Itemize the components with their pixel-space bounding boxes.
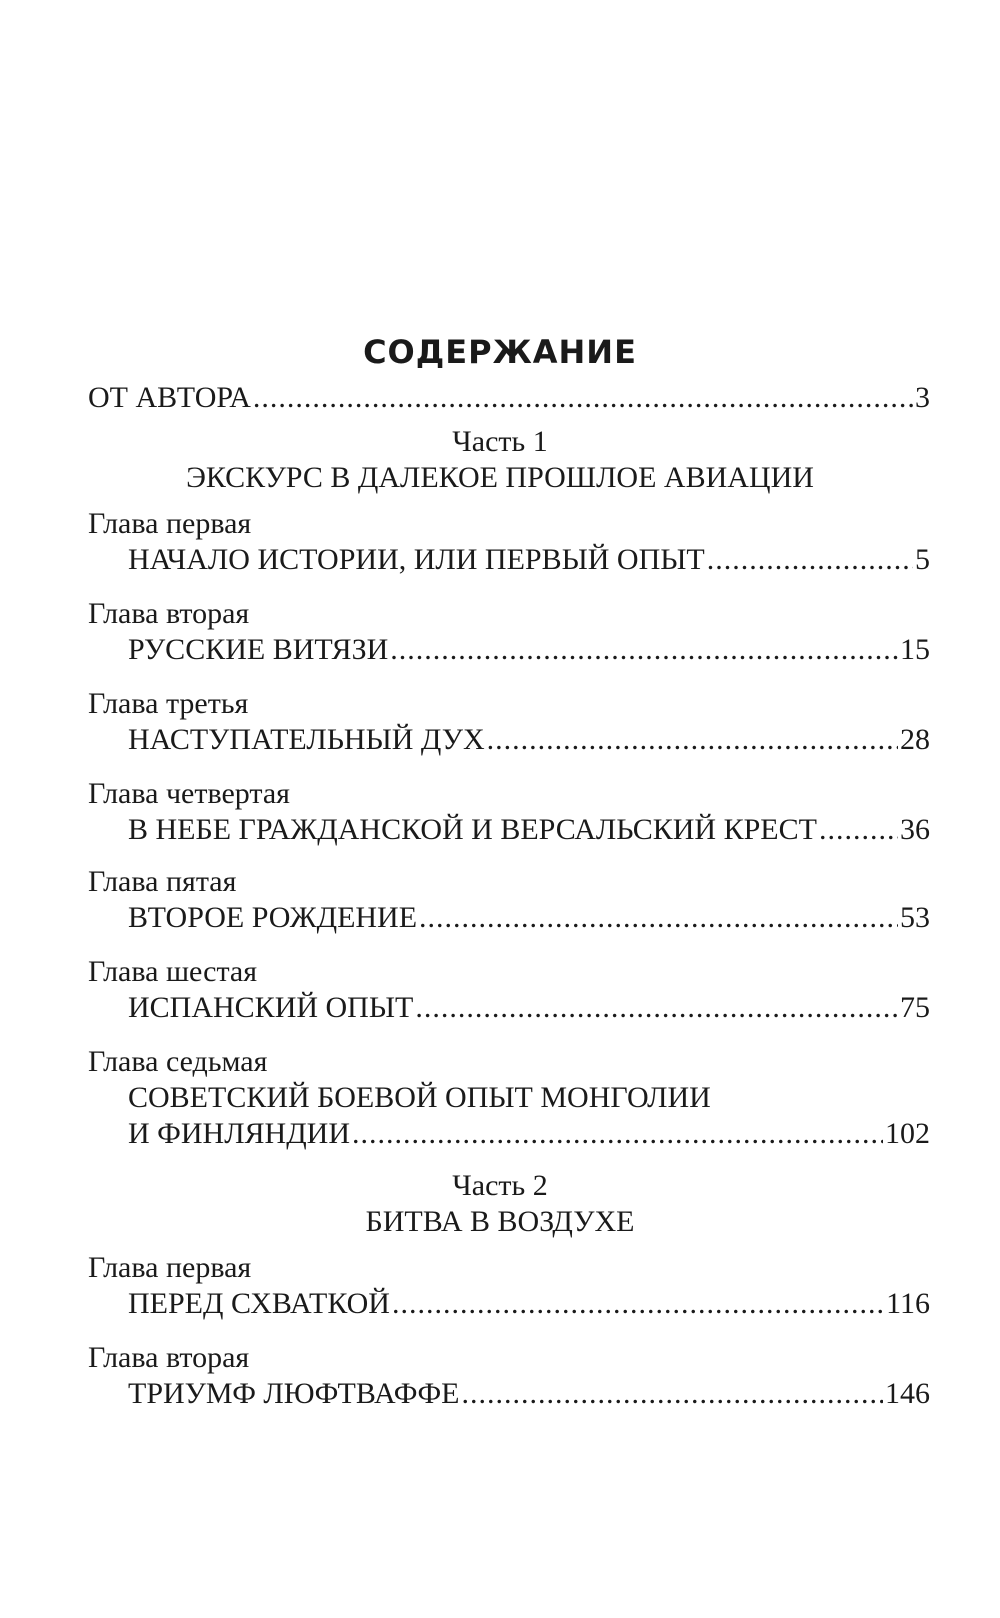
page-number: 75 [900,991,930,1024]
toc-entry[interactable] [128,630,930,670]
dot-leader [352,1114,883,1154]
entry-title: РУССКИЕ ВИТЯЗИ [128,633,389,666]
chapter-label: Глава шестая [88,955,258,988]
part-title: БИТВА В ВОЗДУХЕ [365,1205,635,1238]
dot-leader [707,540,913,580]
page-number: 15 [900,633,930,666]
toc-entry[interactable] [128,1284,930,1324]
entry-title: ВТОРОЕ РОЖДЕНИЕ [128,901,418,934]
toc-entry[interactable] [128,810,930,850]
chapter-label: Глава четвертая [88,777,290,810]
toc-entry[interactable] [128,540,930,580]
toc-entry[interactable] [128,720,930,760]
dot-leader [390,630,898,670]
entry-title-line[interactable]: СОВЕТСКИЙ БОЕВОЙ ОПЫТ МОНГОЛИИ [128,1081,711,1114]
toc-entry[interactable] [128,898,930,938]
dot-leader [392,1284,884,1324]
entry-title: ПЕРЕД СХВАТКОЙ [128,1287,390,1320]
page-number: 5 [915,543,930,576]
page-number: 116 [886,1287,930,1320]
chapter-label: Глава вторая [88,1341,250,1374]
page-number: 36 [900,813,930,846]
part-title: ЭКСКУРС В ДАЛЕКОЕ ПРОШЛОЕ АВИАЦИИ [186,461,814,494]
dot-leader [819,810,898,850]
page-number: 28 [900,723,930,756]
chapter-label: Глава третья [88,687,249,720]
dot-leader [253,378,913,418]
part-label: Часть 1 [452,425,548,458]
entry-title: ТРИУМФ ЛЮФТВАФФЕ [128,1377,460,1410]
page-number: 146 [885,1377,930,1410]
entry-title: НАЧАЛО ИСТОРИИ, ИЛИ ПЕРВЫЙ ОПЫТ [128,543,705,576]
entry-title: В НЕБЕ ГРАЖДАНСКОЙ И ВЕРСАЛЬСКИЙ КРЕСТ [128,813,817,846]
chapter-label: Глава седьмая [88,1045,268,1078]
entry-title: И ФИНЛЯНДИИ [128,1117,351,1150]
chapter-label: Глава первая [88,1251,252,1284]
dot-leader [415,988,898,1028]
entry-title: ОТ АВТОРА [88,381,251,414]
dot-leader [419,898,898,938]
toc-entry-foreword[interactable] [88,378,930,418]
entry-title: ИСПАНСКИЙ ОПЫТ [128,991,414,1024]
chapter-label: Глава пятая [88,865,237,898]
page-number: 102 [885,1117,930,1150]
entry-title: НАСТУПАТЕЛЬНЫЙ ДУХ [128,723,485,756]
part-label: Часть 2 [452,1169,548,1202]
page-number: 53 [900,901,930,934]
chapter-label: Глава первая [88,507,252,540]
toc-entry[interactable] [128,1374,930,1414]
page-title: СОДЕРЖАНИЕ [363,333,637,371]
toc-entry[interactable] [128,988,930,1028]
dot-leader [487,720,898,760]
toc-entry[interactable] [128,1114,930,1154]
dot-leader [461,1374,883,1414]
page-number: 3 [915,381,930,414]
chapter-label: Глава вторая [88,597,250,630]
